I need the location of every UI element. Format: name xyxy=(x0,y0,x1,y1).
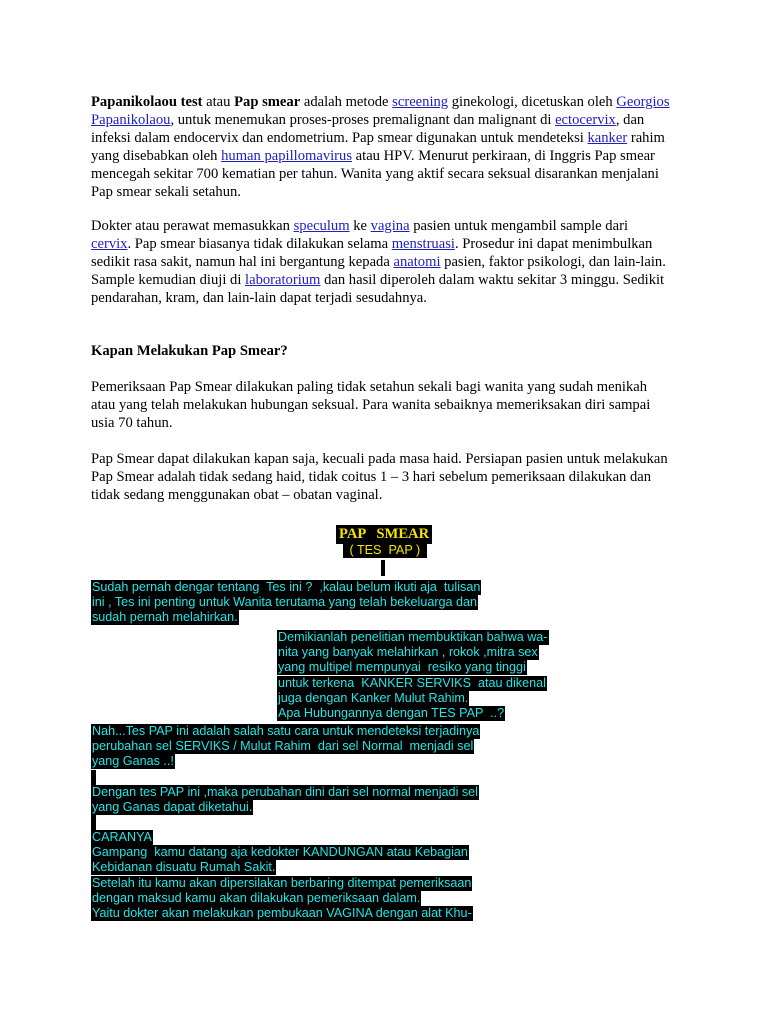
flyer-line: ini , Tes ini penting untuk Wanita terutama yang telah bekeluarga dan xyxy=(92,595,478,610)
text-span: pasien, faktor psikologi, dan lain-lain. Sample kemudian diuji di xyxy=(91,254,666,288)
flyer-line: nita yang banyak melahirkan , rokok ,mitra sex xyxy=(278,645,538,660)
flyer-line: Sudah pernah dengar tentang Tes ini ? ,kalau belum ikuti aja tulisan xyxy=(92,580,481,594)
link-laboratorium[interactable]: laboratorium xyxy=(245,272,321,288)
flyer-line: dengan maksud kamu akan dilakukan pemeriksaan dalam. xyxy=(92,890,421,905)
text-span: pasien untuk mengambil sample dari xyxy=(409,218,628,234)
flyer-line: Dengan tes PAP ini ,maka perubahan dini dari sel normal menjadi sel xyxy=(92,784,478,799)
link-anatomi[interactable]: anatomi xyxy=(393,254,441,270)
flyer-line: Kebidanan disuatu Rumah Sakit. xyxy=(92,860,276,875)
paragraph-intro xyxy=(91,93,671,201)
text-span: , dan infeksi dalam endocervix dan endometrium. Pap smear digunakan untuk mendeteksi xyxy=(91,112,645,146)
flyer-line: Yaitu dokter akan melakukan pembukaan VAGINA dengan alat Khu- xyxy=(92,906,472,921)
flyer-line: CARANYA xyxy=(92,830,152,845)
link-vagina[interactable]: vagina xyxy=(370,218,410,234)
flyer-line: sudah pernah melahirkan. xyxy=(92,610,238,625)
term-pap-smear: Pap smear xyxy=(234,94,301,110)
flyer-subtitle: ( TES PAP ) xyxy=(343,543,427,558)
section-heading: Kapan Melakukan Pap Smear? xyxy=(91,343,288,359)
link-screening[interactable]: screening xyxy=(392,94,449,110)
flyer-line: Apa Hubungannya dengan TES PAP ..? xyxy=(278,706,505,721)
paragraph-preparation: Pap Smear dapat dilakukan kapan saja, kecuali pada masa haid. Persiapan pasien untuk melakukan Pap Smear adalah tidak sedang haid, tidak coitus 1 – 3 hari sebelum pemeriksaan dilakukan dan tidak sedang menggunakan obat – obatan vaginal. xyxy=(91,451,668,503)
term-papanikolaou-test: Papanikolaou test xyxy=(91,94,203,110)
flyer-title: PAP SMEAR xyxy=(336,525,432,544)
flyer-block-intro xyxy=(91,580,481,626)
flyer-connector xyxy=(381,560,385,576)
flyer-line: untuk terkena KANKER SERVIKS atau dikenal xyxy=(278,675,546,690)
flyer-line: juga dengan Kanker Mulut Rahim. xyxy=(278,690,469,705)
text-span: ginekologi, dicetuskan oleh xyxy=(448,94,617,110)
link-menstruasi[interactable]: menstruasi xyxy=(391,236,455,252)
flyer-line: Nah...Tes PAP ini adalah salah satu cara untuk mendeteksi terjadinya xyxy=(92,724,480,738)
flyer-line: perubahan sel SERVIKS / Mulut Rahim dari sel Normal menjadi sel xyxy=(92,739,474,754)
flyer-line: Setelah itu kamu akan dipersilakan berbaring ditempat pemeriksaan xyxy=(92,875,472,890)
flyer-block-explanation xyxy=(91,724,480,921)
text-span: . Pap smear biasanya tidak dilakukan selama xyxy=(127,236,392,252)
flyer-line: yang Ganas ..! xyxy=(92,754,174,769)
link-ectocervix[interactable]: ectocervix xyxy=(555,112,616,128)
flyer-line: Demikianlah penelitian membuktikan bahwa wa- xyxy=(278,630,548,644)
flyer-spacer xyxy=(91,770,480,785)
text-span: Dokter atau perawat memasukkan xyxy=(91,218,294,234)
text-span: ke xyxy=(349,218,371,234)
flyer-line: Gampang kamu datang aja kedokter KANDUNGAN atau Kebagian xyxy=(92,845,468,860)
flyer-line: yang Ganas dapat diketahui. xyxy=(92,799,253,814)
text-span: atau HPV. Menurut perkiraan, di Inggris Pap smear mencegah sekitar 700 kematian per tahun. Wanita yang aktif secara seksual disarankan menjalani Pap smear sekali setahun. xyxy=(91,148,659,200)
text-span: dan hasil diperoleh dalam waktu sekitar 3 minggu. Sedikit pendarahan, kram, dan lain-lain dapat terjadi sesudahnya. xyxy=(91,272,665,306)
flyer-spacer xyxy=(91,815,480,830)
flyer-block-research xyxy=(277,630,549,721)
text-span: , untuk menemukan proses-proses premalignant dan malignant di xyxy=(170,112,556,128)
text-span: . Prosedur ini dapat menimbulkan sedikit rasa sakit, namun hal ini bergantung kepada xyxy=(91,236,653,270)
link-kanker[interactable]: kanker xyxy=(587,130,628,146)
text-span: atau xyxy=(202,94,235,110)
paragraph-procedure xyxy=(91,217,671,307)
link-georgios-papanikolaou[interactable]: Georgios Papanikolaou xyxy=(91,94,670,128)
flyer-line: yang multipel mempunyai resiko yang tinggi xyxy=(278,660,526,675)
text-span: rahim yang disebabkan oleh xyxy=(91,130,665,164)
paragraph-when: Pemeriksaan Pap Smear dilakukan paling tidak setahun sekali bagi wanita yang sudah menikah atau yang telah melakukan hubungan seksual. Para wanita sebaiknya memeriksakan diri sampai usia 70 tahun. xyxy=(91,379,651,431)
text-span: adalah metode xyxy=(300,94,393,110)
link-human-papillomavirus[interactable]: human papillomavirus xyxy=(221,148,353,164)
link-speculum[interactable]: speculum xyxy=(293,218,350,234)
link-cervix[interactable]: cervix xyxy=(91,236,128,252)
